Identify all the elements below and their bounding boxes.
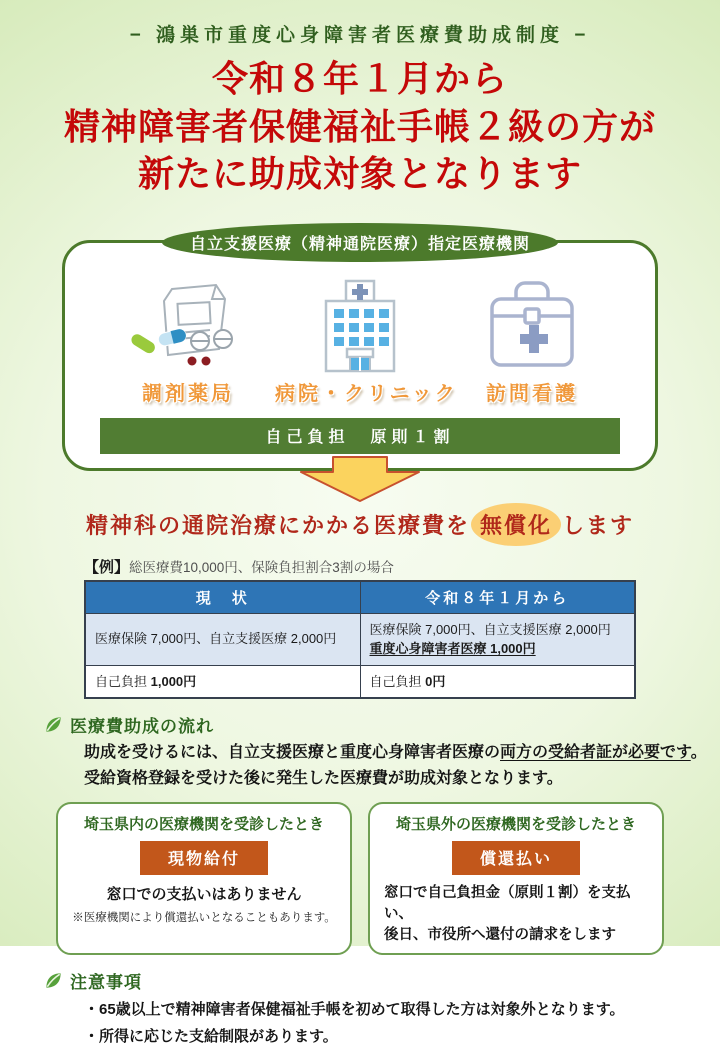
- leaf-icon: [44, 715, 63, 734]
- page-header: − 鴻巣市重度心身障害者医療費助成制度 −: [129, 25, 591, 46]
- free-of-charge-line: [0, 503, 720, 546]
- future-breakdown-line2: 重度心身障害者医療 1,000円: [369, 641, 536, 657]
- example-caption: [84, 556, 636, 577]
- transition-arrow: [0, 456, 720, 502]
- in-prefecture-box: [56, 802, 352, 955]
- facility-label-home-nursing: 訪問看護: [486, 382, 578, 405]
- note-item-2: ・所得に応じた支給制限があります。: [84, 1028, 338, 1046]
- out-body-line-1: 窓口で自己負担金（原則１割）を支払い、: [384, 885, 631, 923]
- title-line-1: 令和８年１月から: [211, 58, 508, 99]
- notes-heading-text: 注意事項: [70, 973, 142, 993]
- note-item-1: ・65歳以上で精神障害者保健福祉手帳を初めて取得した方は対象外となります。: [84, 1001, 625, 1019]
- flow-section-heading: [44, 712, 720, 737]
- title-line-2: 精神障害者保健福祉手帳２級の方が: [63, 105, 656, 147]
- header-future: 令和８年１月から: [360, 581, 635, 614]
- out-of-prefecture-box: [368, 802, 664, 955]
- flow-heading-text: 医療費助成の流れ: [70, 717, 214, 737]
- cell-future-self-pay: [360, 665, 635, 698]
- header-current: 現 状: [85, 581, 360, 614]
- designated-facilities-box: [62, 235, 658, 471]
- cell-future-breakdown: [360, 613, 635, 665]
- future-breakdown-line1: 医療保険 7,000円、自立支援医療 2,000円: [369, 621, 611, 637]
- facility-item-hospital: [275, 279, 458, 406]
- out-of-prefecture-body: [378, 883, 654, 946]
- self-pay-bar: 自己負担 原則１割: [100, 418, 620, 454]
- cell-current-breakdown: 医療保険 7,000円、自立支援医療 2,000円: [85, 613, 360, 665]
- facilities-pill-header: 自立支援医療（精神通院医療）指定医療機関: [162, 223, 558, 262]
- facility-item-pharmacy: [103, 279, 273, 406]
- future-self-pay-value: 0円: [425, 673, 446, 689]
- notes-section-heading: [44, 968, 720, 993]
- reimbursement-badge: 償還払い: [452, 841, 580, 875]
- first-aid-kit-icon: [480, 279, 584, 373]
- flow-body: [84, 740, 720, 791]
- free-line-after: します: [562, 512, 635, 538]
- flow-line1-after: 。: [690, 744, 707, 762]
- pharmacy-icon: [128, 279, 248, 373]
- example-caption-prefix: 【例】: [84, 558, 130, 576]
- payment-boxes-row: [0, 802, 720, 955]
- in-prefecture-note: ※医療機関により償還払いとなることもあります。: [72, 912, 336, 925]
- table-row-self-pay: [85, 665, 635, 698]
- current-self-pay-value: 1,000円: [150, 673, 197, 689]
- hospital-icon: [310, 279, 410, 373]
- future-self-pay-label: 自己負担: [369, 673, 426, 689]
- cell-current-self-pay: [85, 665, 360, 698]
- facility-label-hospital: 病院・クリニック: [275, 382, 458, 405]
- page-title: [0, 55, 720, 198]
- example-table-header-row: [85, 581, 635, 614]
- flow-line1-before: 助成を受けるには、自立支援医療と重度心身障害者医療の: [84, 744, 501, 762]
- table-row-breakdown: [85, 613, 635, 665]
- out-body-line-2: 後日、市役所へ還付の請求をします: [384, 927, 616, 944]
- down-arrow-icon: [296, 456, 424, 502]
- flow-line-1: [84, 740, 720, 766]
- free-highlight: 無償化: [471, 503, 561, 546]
- benefit-in-kind-badge: 現物給付: [140, 841, 268, 875]
- flow-line1-underline: 両方の受給者証が必要です: [500, 744, 691, 762]
- example-caption-text: 総医療費10,000円、保険負担割合3割の場合: [129, 559, 394, 575]
- notes-list: [84, 996, 720, 1050]
- facility-label-pharmacy: 調剤薬局: [142, 382, 234, 405]
- out-of-prefecture-title: 埼玉県外の医療機関を受診したとき: [395, 816, 636, 834]
- facility-row: [77, 263, 643, 406]
- example-table: [84, 580, 636, 700]
- facility-item-home-nursing: [447, 279, 617, 406]
- free-line-before: 精神科の通院治療にかかる医療費を: [85, 512, 470, 538]
- leaf-icon: [44, 971, 63, 990]
- flow-line-2: 受給資格登録を受けた後に発生した医療費が助成対象となります。: [84, 769, 563, 787]
- title-line-3: 新たに助成対象となります: [137, 153, 582, 195]
- in-prefecture-body: 窓口での支払いはありません: [106, 886, 302, 904]
- current-self-pay-label: 自己負担: [95, 673, 151, 689]
- in-prefecture-title: 埼玉県内の医療機関を受診したとき: [83, 816, 324, 834]
